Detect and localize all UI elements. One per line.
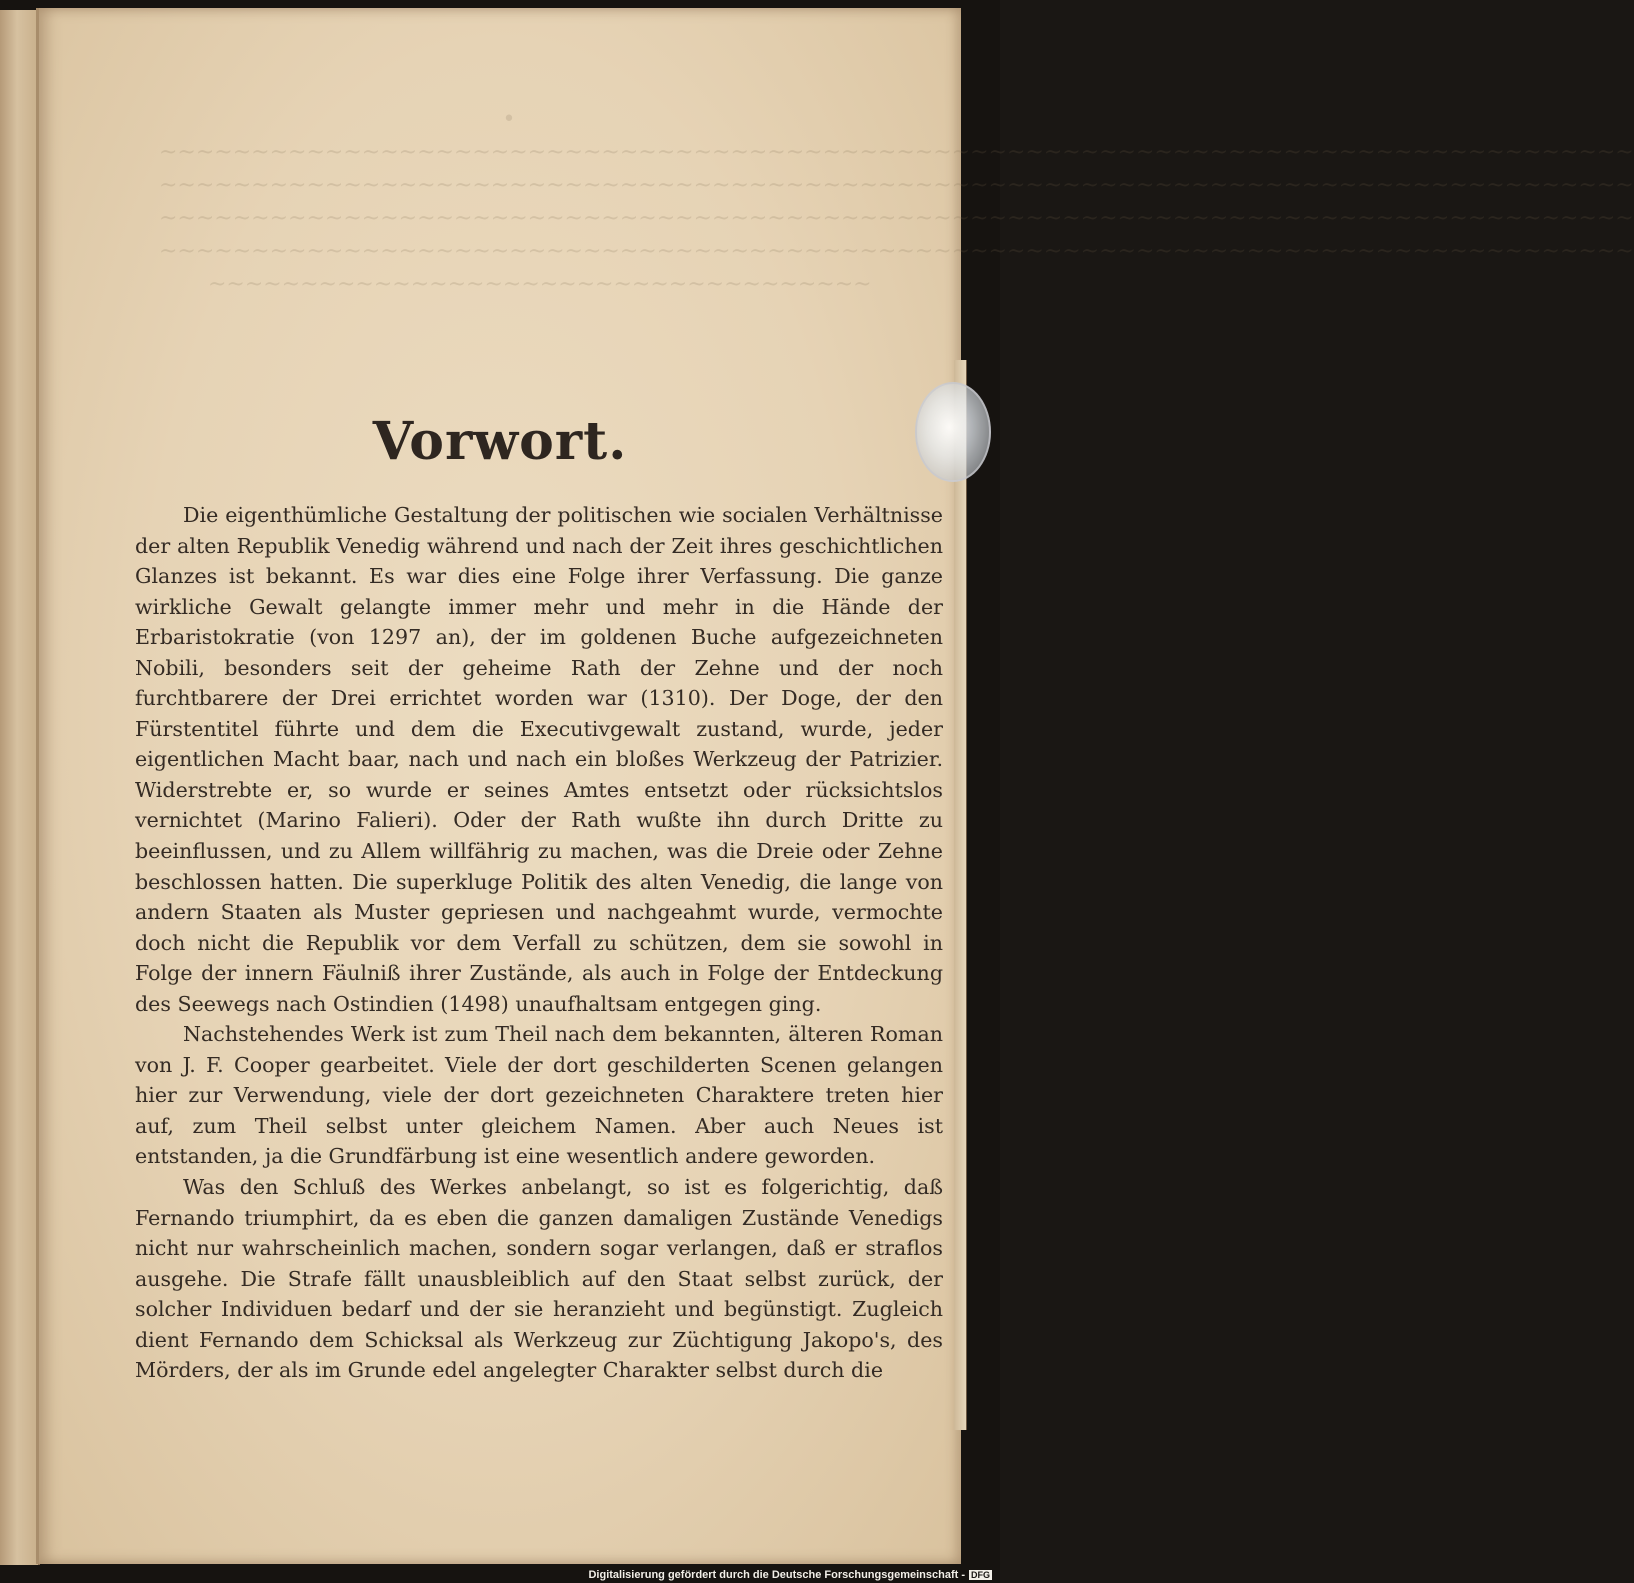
paragraph: Nachstehendes Werk ist zum Theil nach dem bekannten, älteren Roman von J. F. Cooper gearbeitet. Viele der dort geschilderten Scenen gelangen hier zur Verwendung, viele der dort gezeichneten Charaktere treten hier auf, zum Theil selbst unter gleichem Namen. Aber auch Neues ist entstanden, ja die Grundfärbung ist eine wesentlich andere geworden.	[135, 1022, 943, 1169]
page-title: Vorwort.	[372, 411, 628, 472]
facing-page-edge	[0, 10, 40, 1565]
paragraph: Was den Schluß des Werkes anbelangt, so ist es folgerichtig, daß Fernando triumphirt, da es eben die ganzen damaligen Zustände Venedigs nicht nur wahrscheinlich machen, sondern sogar verlangen, daß er straflos ausgehe. Die Strafe fällt unausbleiblich auf den Staat selbst zurück, der solcher Individuen bedarf und der sie heranzieht und begünstigt. Zugleich dient Fernando dem Schicksal als Werkzeug zur Züchtigung Jakopo's, des Mörders, der als im Grunde edel angelegter Charakter selbst durch die	[135, 1175, 943, 1383]
body-text	[135, 500, 943, 1386]
paragraph: Die eigenthümliche Gestaltung der politischen wie socialen Verhältnisse der alten Republik Venedig während und nach der Zeit ihres geschichtlichen Glanzes ist bekannt. Es war dies eine Folge ihrer Verfassung. Die ganze wirkliche Gewalt gelangte immer mehr und mehr in die Hände der Erbaristokratie (von 1297 an), der im goldenen Buche aufgezeichneten Nobili, besonders seit der geheime Rath der Zehne und der noch furchtbarere der Drei errichtet worden war (1310). Der Doge, der den Fürstentitel führte und dem die Executivgewalt zustand, wurde, jeder eigentlichen Macht baar, nach und nach ein bloßes Werkzeug der Patrizier. Widerstrebte er, so wurde er seines Amtes entsetzt oder rücksichtslos vernichtet (Marino Falieri). Oder der Rath wußte ihn durch Dritte zu beeinflussen, und zu Allem willfährig zu machen, was die Dreie oder Zehne beschlossen hatten. Die superkluge Politik des alten Venedig, die lange von andern Staaten als Muster gepriesen und nachgeahmt wurde, vermochte doch nicht die Republik vor dem Verfall zu schützen, dem sie sowohl in Folge der innern Fäulniß ihrer Zustände, als auch in Folge der Entdeckung des Seewegs nach Ostindien (1498) unaufhaltsam entgegen ging.	[135, 503, 943, 1016]
digitization-footer	[588, 1569, 992, 1581]
scanner-glare	[915, 382, 991, 482]
book-page	[36, 8, 1634, 1564]
dfg-logo-icon: DFG	[971, 1570, 990, 1580]
page-stack-edge	[954, 360, 967, 1430]
footer-credit: Digitalisierung gefördert durch die Deutsche Forschungsgemeinschaft -	[588, 1569, 965, 1581]
bleed-through-text: • ~~~~~~~~~~~~~~~~~~~~~~~~~~~~~~~~~~~~~~~~~~~~~~~~~~~~~~~~~~~~~~~~~~~~~~~~~~~~~~~~ ~~~~~~~~~~~~~~~~~~~~~~~~~~~~~~~~~~~~~~~~~~~~~~~~~~~~~~~~~~~~~~~~~~~~~~~~~~~~~~~~ ~~~~~~~~~~~~~~~~~~~~~~~~~~~~~~~~~~~~~~~~~~~~~~~~~~~~~~~~~~~~~~~~~~~~~~~~~~~~~~~~ ~~~~~~~~~~~~~~~~~~~~~~~~~~~~~~~~~~~~~~~~~~~~~~~~~~~~~~~~~~~~~~~~~~~~~~~~~~~~~~~~ ~~~~~~~~~~~~~~~~~~~~~~~~~~~~~~~~~~~~	[159, 107, 1634, 297]
